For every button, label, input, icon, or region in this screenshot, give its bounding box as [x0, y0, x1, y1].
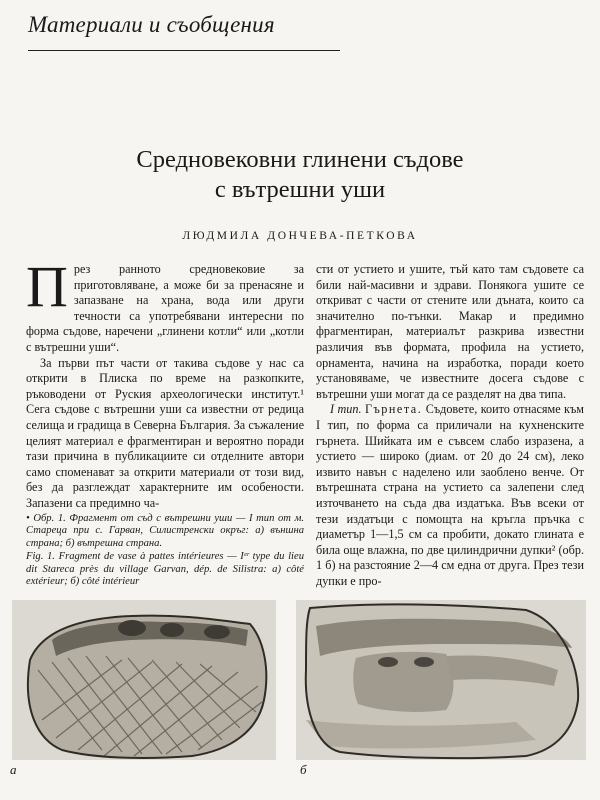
type-one-text: Съдовете, които отнасяме към I тип, по форма са приличали на кухненските гърнета. Шийката им е съвсем слабо изразена, а устието — широко (диам. от 20 до 24 см), леко извито навън с наделено или заоблено венче. От вътрешната страна на устието са залепени след източването на съда два издатъка. Във всеки от тези издатъци с помощта на кръгла пръчка с диаметър 1—1,5 см са пробити, докато глината е била още влажна, по две цилиндрични дупки² (обр. 1 б) на разстояние 2—4 см една от друга. През тези дупки е про-: [316, 402, 584, 588]
intro-paragraph-text: рез ранното средновековие за приготовляване, а може би за пренасяне и запазване на храна, вода или други течности са употребявани интересни по форма съдове, наречени „глинени котли“ или „котли с вътрешни уши“.: [26, 262, 304, 354]
article-title-line-1: Средновековни глинени съдове: [136, 146, 464, 173]
type-one-label: I тип.: [330, 402, 362, 417]
article-author: ЛЮДМИЛА ДОНЧЕВА-ПЕТКОВА: [182, 230, 418, 242]
section-rule: [28, 50, 340, 51]
section-title: Материали и съобщения: [28, 12, 275, 37]
left-column: [26, 254, 304, 589]
figure-caption-bg: • Обр. 1. Фрагмент от съд с вътрешни уши — I тип от м. Стареца при с. Гарван, Силистренски окръг: а) външна страна; б) вътрешна страна.: [26, 512, 304, 549]
sherd-interior-image: [296, 600, 586, 760]
figure-caption-fr: Fig. 1. Fragment de vase à pattes intérieures — Iᵉʳ type du lieu dit Stareca près du village Garvan, dép. de Silistra: a) côté extérieur; б) côté intérieur: [26, 551, 304, 588]
article-title: [0, 145, 600, 205]
continued-paragraph: сти от устието и ушите, тъй като там съдовете са били най-масивни и здрави. Понякога ушите се откриват с части от стените или дъната, които са значително по-тънки. Макар и предимно фрагментиран, материалът разкрива известни различия във формата, профила на устието, орнамента, начина на изработка, поради което установяваме, че известните досега съдове с вътрешни уши могат да се разделят на два типа.: [316, 262, 584, 401]
figure-photo-interior: [296, 600, 586, 760]
right-column: [316, 262, 584, 589]
sherd-exterior-image: [12, 600, 276, 760]
type-one-term: Гърнета.: [364, 402, 423, 417]
figure-label-a: а: [10, 762, 17, 777]
figure-label-b: б: [300, 762, 307, 777]
article-title-line-2: с вътрешни уши: [214, 176, 386, 203]
figure-photo-exterior: [12, 600, 276, 760]
type-one-paragraph: [316, 402, 584, 589]
body-paragraph: За първи път части от такива съдове у нас са открити в Плиска по време на разкопките, ръководени от Руския археологически институт.¹ Сега съдове с вътрешни уши са известни от редица селища и градища в Северна България. За съжаление целият материал е фрагментиран и вероятно поради тази причина в публикациите си отделните автори само споменават за открити материали от този вид, без да разглеждат характерните им особености. Запазени са предимно ча-: [26, 355, 304, 510]
intro-paragraph: [26, 254, 304, 356]
drop-cap: П: [26, 254, 68, 319]
